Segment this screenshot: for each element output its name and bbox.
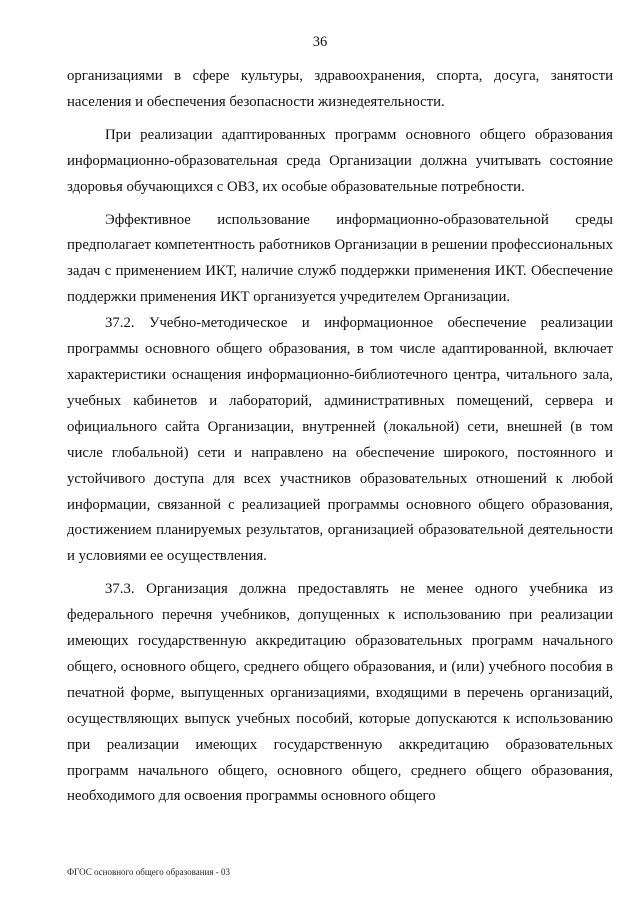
paragraph-37-2: 37.2. Учебно-методическое и информационное обеспечение реализации программы основного общего образования, в том числе адаптированной, включает характеристики оснащения информационно-библиотечного центра, читального зала, учебных кабинетов и лабораторий, административных помещений, сервера и официального сайта Организации, внутренней (локальной) сети, внешней (в том числе глобальной) сети и направлено на обеспечение широкого, постоянного и устойчивого доступа для всех участников образовательных отношений к любой информации, связанной с реализацией программы основного общего образования, достижением планируемых результатов, организацией образовательной деятельности и условиями ее осуществления.	[67, 315, 613, 565]
page-footer: ФГОС основного общего образования - 03	[67, 867, 230, 877]
paragraph-adapted-programs: При реализации адаптированных программ основного общего образования информационно-образовательная среда Организации должна учитывать состояние здоровья обучающихся с ОВЗ, их особые образовательные потребности.	[67, 126, 613, 195]
paragraph-ict-support: Эффективное использование информационно-образовательной среды предполагает компетентность работников Организации в решении профессиональных задач с применением ИКТ, наличие служб поддержки применения ИКТ. Обеспечение поддержки применения ИКТ организуется учредителем Организации.	[67, 211, 613, 306]
paragraph-37-3: 37.3. Организация должна предоставлять не менее одного учебника из федерального перечня учебников, допущенных к использованию при реализации имеющих государственную аккредитацию образовательных программ начального общего, основного общего, среднего общего образования, и (или) учебного пособия в печатной форме, выпущенных организациями, входящими в перечень организаций, осуществляющих выпуск учебных пособий, которые допускаются к использованию при реализации имеющих государственную аккредитацию образовательных программ начального общего, основного общего, среднего общего образования, необходимого для освоения программы основного общего	[67, 581, 613, 805]
document-body	[67, 64, 613, 810]
page-number: 36	[312, 34, 328, 50]
paragraph-continuation: организациями в сфере культуры, здравоохранения, спорта, досуга, занятости населения и обеспечения безопасности жизнедеятельности.	[67, 68, 613, 110]
